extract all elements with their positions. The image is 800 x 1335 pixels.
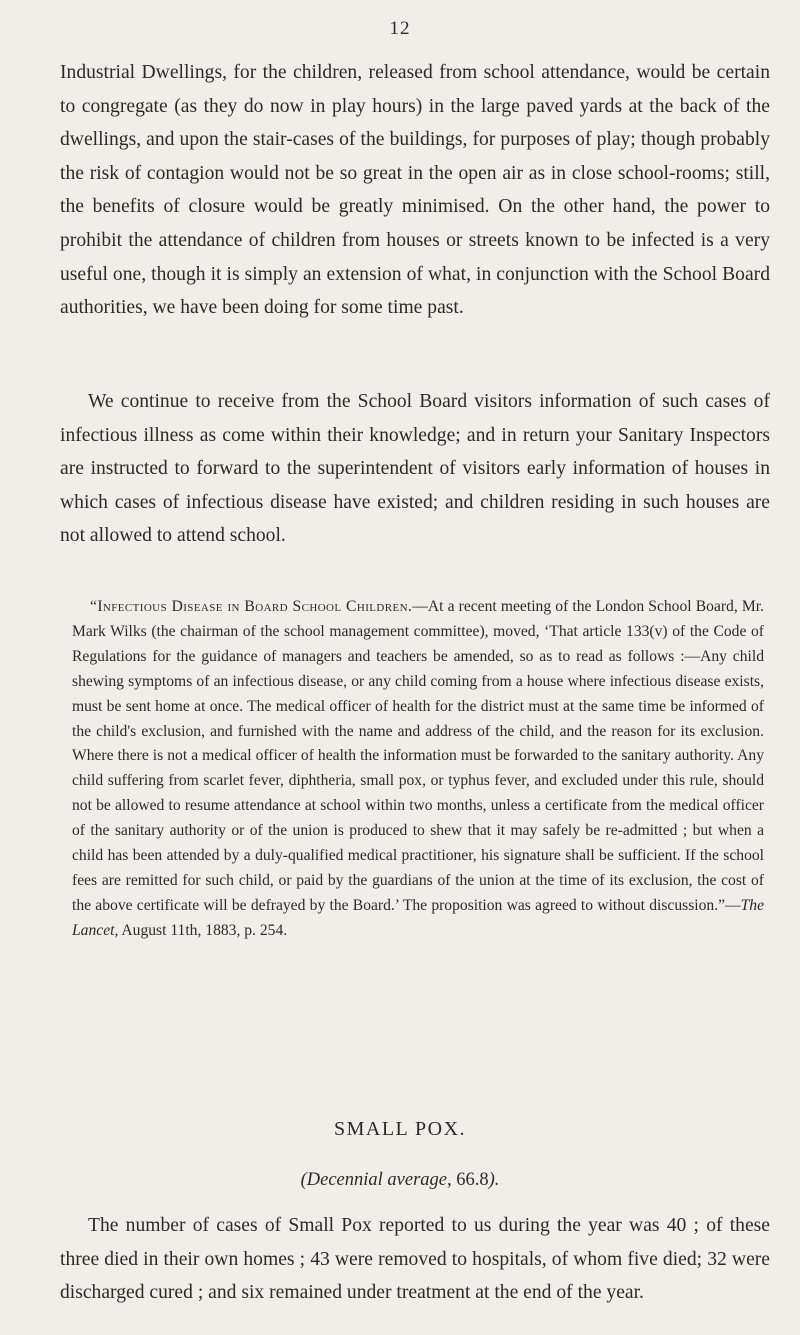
quotation-source: The Lancet, — [72, 896, 764, 939]
subheading-close-paren: ). — [488, 1170, 500, 1190]
subheading-open-paren: ( — [300, 1170, 307, 1190]
section-heading: SMALL POX. — [333, 1118, 467, 1140]
quotation-citation: August 11th, 1883, p. 254. — [118, 921, 288, 939]
section-subheading — [0, 1170, 800, 1191]
subheading-label: Decennial average, — [306, 1170, 452, 1190]
quotation-body: —At a recent meeting of the London School Board, Mr. Mark Wilks (the chairman of the school management committee), moved, ‘That article 133(v) of the Code of Regulations for the guidance of managers and teachers be amended, so as to read as follows :—Any child shewing symptoms of an infectious disease, or any child coming from a house where infectious disease exists, must be sent home at once. The medical officer of health for the district must at the same time be informed of the child's exclusion, and furnished with the name and address of the child, and the reason for its exclusion. Where there is not a medical officer of health the information must be forwarded to the sanitary authority. Any child suffering from scarlet fever, diphtheria, small pox, or typhus fever, and excluded under this rule, should not be allowed to resume attendance at school within two months, unless a certificate from the medical officer of the sanitary authority or of the union is produced to shew that it may safely be re-admitted ; but when a child has been attended by a duly-qualified medical practitioner, his signature shall be sufficient. If the school fees are remitted for such child, or paid by the guardians of the union at the time of its exclusion, the cost of the above certificate will be defrayed by the Board.’ The proposition was agreed to without discussion.”— — [72, 598, 764, 914]
paragraph-closure-of-schools: Industrial Dwellings, for the children, released from school attendance, would be certain to congregate (as they do now in play hours) in the large paved yards at the back of the dwellings, and upon the stair-cases of the buildings, for purposes of play; though probably the risk of contagion would not be so great in the open air as in close school-rooms; still, the benefits of closure would be greatly minimised. On the other hand, the power to prohibit the attendance of children from houses or streets known to be infected is a very useful one, though it is simply an extension of what, in conjunction with the School Board authorities, we have been doing for some time past. — [60, 62, 770, 319]
subheading-value: 66.8 — [451, 1170, 489, 1190]
quotation-lancet — [72, 595, 764, 944]
paragraph-small-pox-cases: The number of cases of Small Pox reported to us during the year was 40 ; of these three died in their own homes ; 43 were removed to hospitals, of whom five died; 32 were discharged cured ; and six remained under treatment at the end of the year. — [60, 1215, 770, 1304]
paragraph-school-board-visitors: We continue to receive from the School Board visitors information of such cases of infectious illness as come within their knowledge; and in return your Sanitary Inspectors are instructed to forward to the superintendent of visitors early information of houses in which cases of infectious disease have existed; and children residing in such houses are not allowed to attend school. — [60, 391, 770, 547]
quotation-lead: “Infectious Disease in Board School Children. — [90, 598, 413, 615]
page-number: 12 — [389, 18, 411, 39]
